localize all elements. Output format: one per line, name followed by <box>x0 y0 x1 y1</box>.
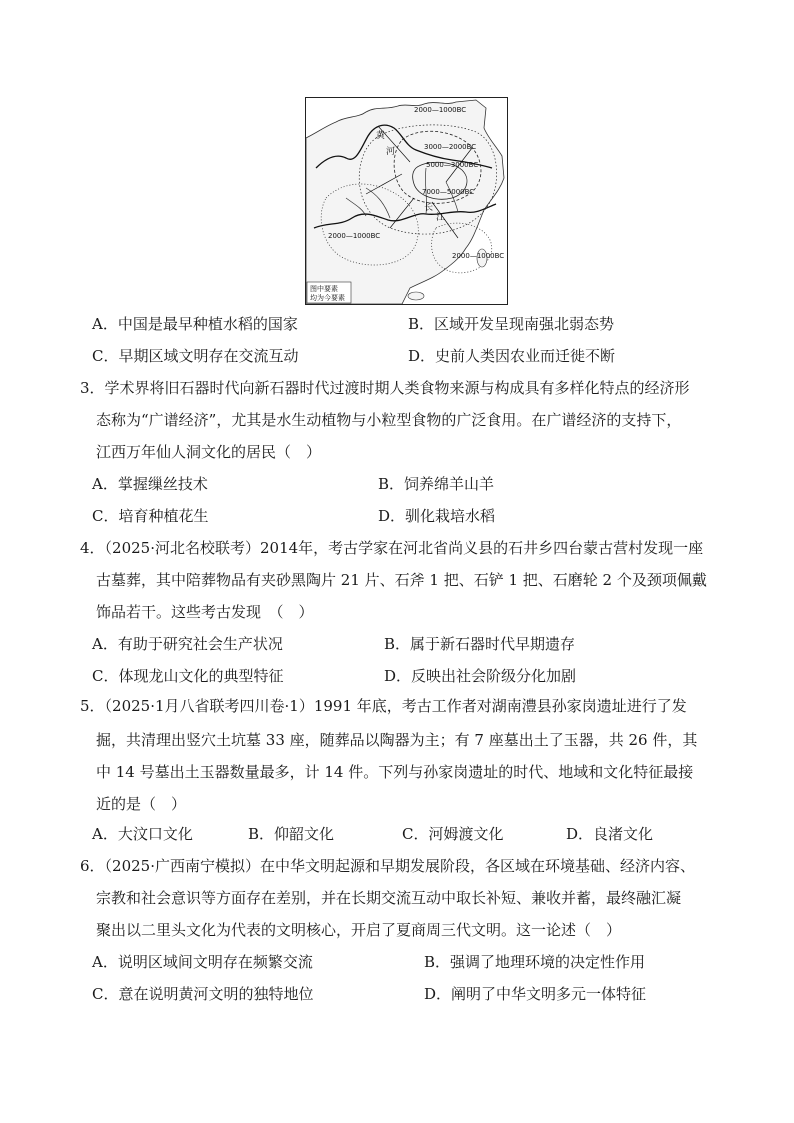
q6-stem-line-1: 6．（2025·广西南宁模拟）在中华文明起源和早期发展阶段，各区域在环境基础、经济内容、 <box>80 857 695 875</box>
q4-option-c[interactable]: C．体现龙山文化的典型特征 <box>92 667 284 685</box>
map-note-1: 图中要素 <box>310 285 338 293</box>
label-period-4: 7000—5000BC <box>422 188 475 196</box>
label-period-6: 2000—1000BC <box>452 252 505 260</box>
q4-stem-line-2: 古墓葬，其中陪葬物品有夹砂黑陶片 21 片、石斧 1 把、石铲 1 把、石磨轮 2 个及颈项佩戴 <box>96 571 707 589</box>
q4-option-b[interactable]: B．属于新石器时代早期遗存 <box>384 635 576 653</box>
label-period-5: 2000—1000BC <box>328 232 381 240</box>
q4-options-row-1 <box>92 634 732 654</box>
q3-stem-line-3: 江西万年仙人洞文化的居民（ ） <box>96 443 322 461</box>
hainan-island <box>408 292 424 300</box>
label-chang: 长 <box>424 203 434 213</box>
q4-stem-line-3: 饰品若干。这些考古发现 （ ） <box>96 603 314 621</box>
q3-stem-line-1: 3．学术界将旧石器时代向新石器时代过渡时期人类食物来源与构成具有多样化特点的经济形 <box>80 379 690 397</box>
q6-option-d[interactable]: D．阐明了中华文明多元一体特征 <box>424 985 647 1003</box>
q2-option-c[interactable]: C．早期区域文明存在交流互动 <box>92 347 299 365</box>
q6-options-row-2 <box>92 984 732 1004</box>
q6-stem-line-3: 聚出以二里头文化为代表的文明核心，开启了夏商周三代文明。这一论述（ ） <box>96 921 622 939</box>
q3-options-row-2 <box>92 506 732 526</box>
q3-stem-line-2: 态称为“广谱经济”，尤其是水生动植物与小粒型食物的广泛食用。在广谱经济的支持下， <box>96 411 682 429</box>
q2-options-row-2 <box>92 346 732 366</box>
q5-option-b[interactable]: B．仰韶文化 <box>248 825 335 843</box>
q3-options-row-1 <box>92 474 732 494</box>
historical-map-figure <box>305 97 508 305</box>
map-drawing <box>306 98 507 304</box>
label-period-2: 3000—2000BC <box>424 143 477 151</box>
label-jiang: 江 <box>436 213 446 223</box>
q4-option-d[interactable]: D．反映出社会阶级分化加剧 <box>384 667 577 685</box>
q6-options-row-1 <box>92 952 732 972</box>
q4-option-a[interactable]: A．有助于研究社会生产状况 <box>92 635 283 653</box>
q4-options-row-2 <box>92 666 732 686</box>
land-outline <box>306 100 504 304</box>
q5-stem-line-3: 中 14 号墓出土玉器数量最多，计 14 件。下列与孙家岗遗址的时代、地域和文化特征最接 <box>96 763 694 781</box>
q4-stem-line-1: 4．（2025·河北名校联考）2014年，考古学家在河北省尚义县的石井乡四台蒙古营村发现一座 <box>80 539 704 557</box>
q5-option-a[interactable]: A．大汶口文化 <box>92 825 193 843</box>
label-period-1: 2000—1000BC <box>414 106 467 114</box>
q6-option-c[interactable]: C．意在说明黄河文明的独特地位 <box>92 985 314 1003</box>
q6-option-a[interactable]: A．说明区域间文明存在频繁交流 <box>92 953 313 971</box>
q2-option-a[interactable]: A．中国是最早种植水稻的国家 <box>92 315 298 333</box>
q3-option-b[interactable]: B．饲养绵羊山羊 <box>378 475 495 493</box>
label-period-3: 5000—3000BC <box>426 161 479 169</box>
q3-option-d[interactable]: D．驯化栽培水稻 <box>378 507 496 525</box>
q3-option-c[interactable]: C．培育种植花生 <box>92 507 209 525</box>
q6-option-b[interactable]: B．强调了地理环境的决定性作用 <box>424 953 646 971</box>
q2-option-b[interactable]: B．区域开发呈现南强北弱态势 <box>408 315 615 333</box>
q3-option-a[interactable]: A．掌握缫丝技术 <box>92 475 208 493</box>
q5-stem-line-2: 掘，共清理出竖穴土坑墓 33 座，随葬品以陶器为主；有 7 座墓出土了玉器，共 26 件，其 <box>96 731 698 749</box>
label-he: 河 <box>386 147 396 157</box>
map-note-2: 均为今要素 <box>310 294 345 302</box>
q5-option-d[interactable]: D．良渚文化 <box>566 825 654 843</box>
q2-option-d[interactable]: D．史前人类因农业而迁徙不断 <box>408 347 616 365</box>
q5-stem-line-1: 5．（2025·1月八省联考四川卷·1）1991 年底，考古工作者对湖南澧县孙家岗遗址进行了发 <box>80 697 687 715</box>
q5-stem-line-4: 近的是（ ） <box>96 795 187 813</box>
label-huang: 黄 <box>376 131 386 141</box>
q2-options-row-1 <box>92 314 732 334</box>
q5-option-c[interactable]: C．河姆渡文化 <box>402 825 504 843</box>
q5-options-row <box>92 824 732 844</box>
q6-stem-line-2: 宗教和社会意识等方面存在差别，并在长期交流互动中取长补短、兼收并蓄，最终融汇凝 <box>96 889 682 907</box>
